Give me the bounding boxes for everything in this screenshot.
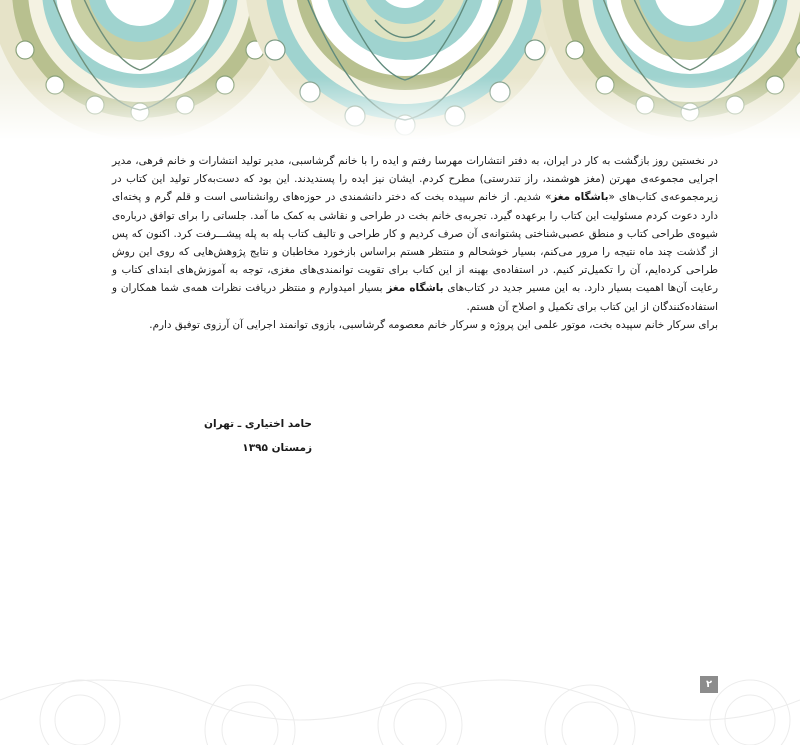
- preface-paragraph-2: برای سرکار خانم سپیده بخت، موتور علمی این پروژه و سرکار خانم معصومه گرشاسبی، بازوی توانمند اجرایی آن آرزوی توفیق دارم.: [149, 318, 718, 331]
- mandala-ornament: [0, 0, 800, 140]
- mandala-banner: [0, 0, 800, 140]
- author-and-place: حامد اختیاری ـ تهران: [204, 418, 312, 430]
- signature-block: [112, 412, 312, 460]
- footer-ornament: [0, 640, 800, 745]
- signature-date: زمستان ۱۳۹۵: [242, 442, 312, 454]
- brand-name: باشگاه مغز: [551, 191, 609, 204]
- preface-text: [112, 152, 718, 334]
- page-number: ۲: [700, 676, 718, 693]
- paragraph-1-part-c: بسیار امیدوارم و منتظر دریافت نظرات همه‌ی شما همکاران و استفاده‌کنندگان از این کتاب برای تکمیل و اصلاح آن هستم.: [112, 282, 718, 313]
- brand-name: باشگاه مغز: [386, 282, 444, 295]
- paragraph-1-part-b: » شدیم. از خانم سپیده بخت که دختر دانشمندی در حوزه‌های روانشناسی است و قلم گرم و پخته‌ای دارد دعوت کردم مسئولیت این کتاب را برعهده گیرد. تجربه‌ی خانم بخت در طراحی و نقاشی به کمک ما آمد. جلساتی را برای توافق درباره‌ی شیوه‌ی طراحی کتاب و منطق عصبی‌شناختی پشتوانه‌ی آن صرف کردیم و کار طراحی و تالیف کتاب پله به پله پیشـــرفت کرد. اکنون که پس از گذشت چند ماه نتیجه را مرور می‌کنم، بسیار خوشحالم و منتظر هستم براساس بازخورد مخاطبان و نتایج پژوهش‌هایی که روی این روش طراحی کرده‌ایم، آن را تکمیل‌تر کنیم. در استفاده‌ی بهینه از این کتاب برای تقویت توانمندی‌های مغزی، توجه به آموزش‌های ابتدای کتاب و رعایت آن‌ها اهمیت بسیار دارد. به این مسیر جدید در کتاب‌های: [112, 191, 718, 295]
- faint-pattern: [0, 640, 800, 745]
- preface-paragraph-1: [112, 152, 718, 316]
- paragraph-1-part-a: در نخستین روز بازگشت به کار در ایران، به دفتر انتشارات مهرسا رفتم و ایده را با خانم گرشاسبی، مدیر تولید انتشارات و خانم فرهی، مدیر اجرایی مجموعه‌ی مهرتن (مغز هوشمند، راز تندرستی) مطرح کردم. ایشان نیز ایده را پسندیدند. این بود که دست‌به‌کار تولید این کتاب در زیرمجموعه‌ی کتاب‌های «: [112, 155, 719, 204]
